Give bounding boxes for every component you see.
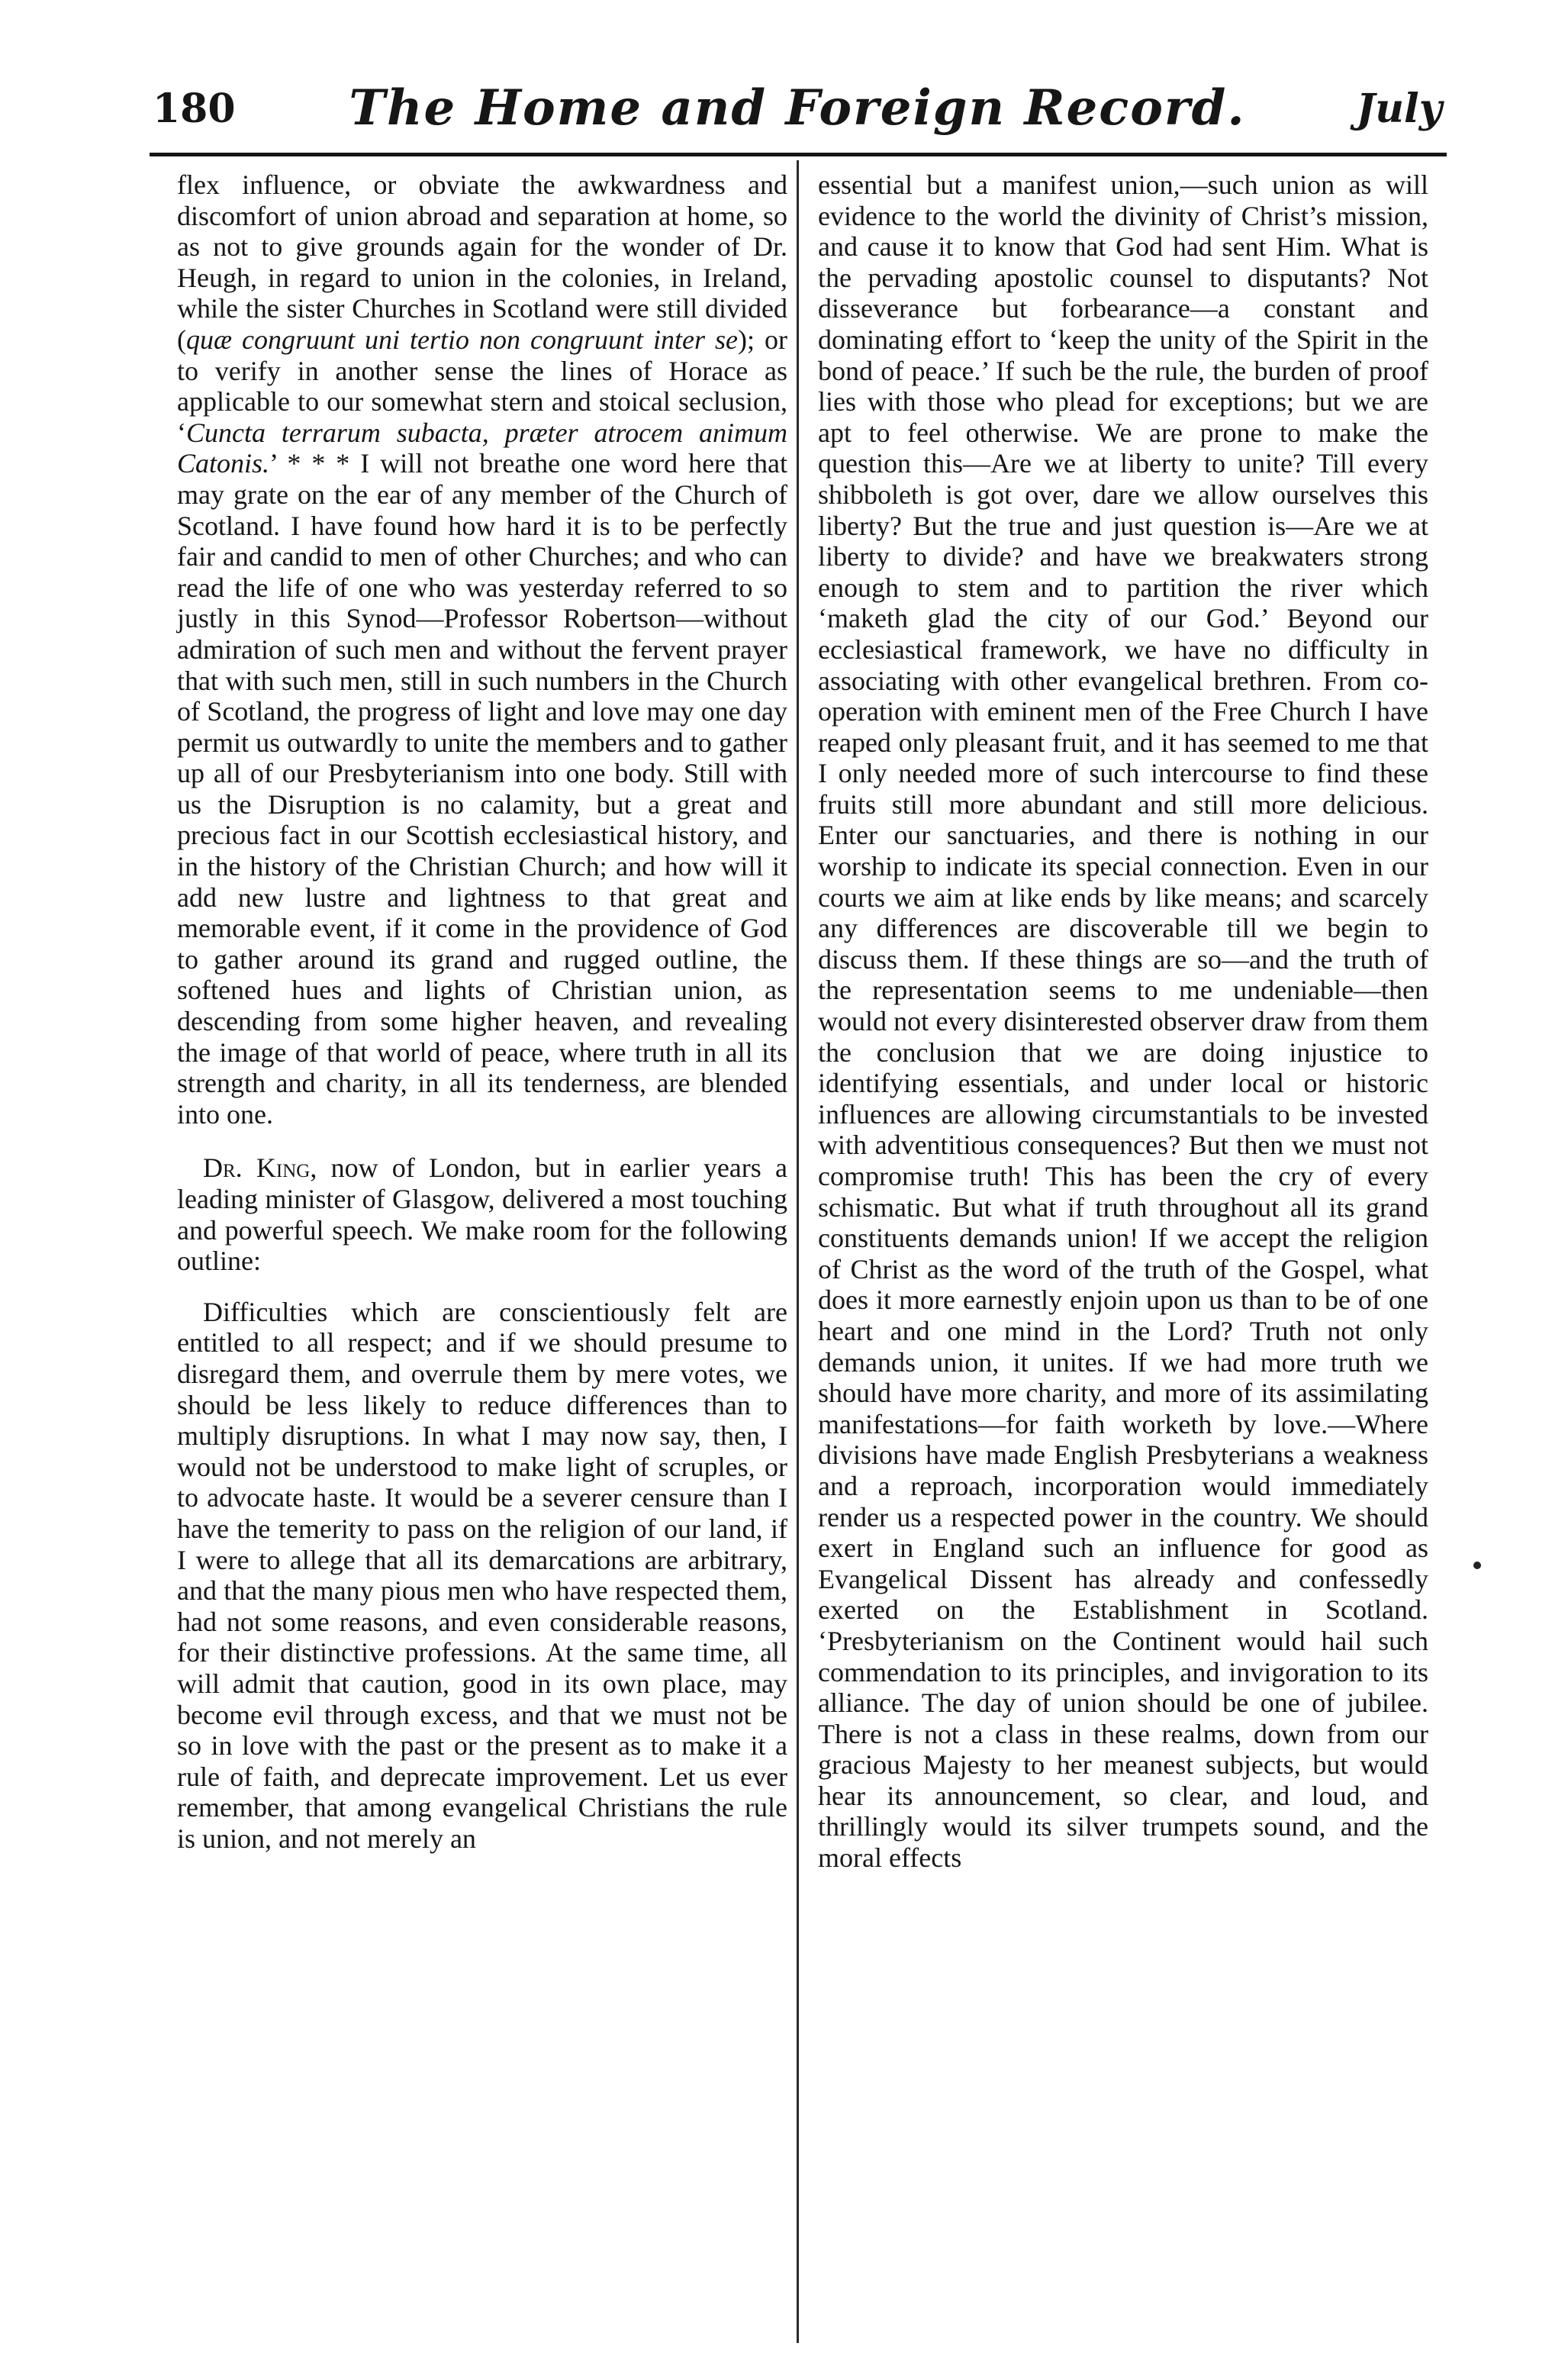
- text-run: ’ * * * I will not breathe one word here that may grate on the ear of any member of the Church of Scotland. I have found how hard it is to be perfectly fair and candid to men of other Churches; and who can read the life of one who was yesterday referred to so justly in this Synod—Professor Robertson—without admiration of such men and without the fervent prayer that with such men, still in such numbers in the Church of Scotland, the progress of light and love may one day permit us outwardly to unite the members and to gather up all of our Presbyterianism into one body. Still with us the Disruption is no calamity, but a great and precious fact in our Scottish ecclesiastical history, and in the history of the Christian Church; and how will it add new lustre and lightness to that great and memorable event, if it come in the providence of God to gather around its grand and rugged outline, the softened hues and lights of Christian union, as descending from some higher heaven, and revealing the image of that world of peace, where truth in all its strength and charity, in all its tenderness, are blended into one.: [177, 448, 787, 1130]
- left-paragraph-2: [177, 1152, 787, 1276]
- latin-quotation: quæ congruunt uni tertio non congruunt inter se: [186, 324, 739, 355]
- header-rule: [150, 153, 1447, 156]
- right-paragraph-1: essential but a manifest union,—such union as will evidence to the world the divinity of Christ’s mission, and cause it to know that God had sent Him. What is the pervading apostolic counsel to disputants? Not disseverance but forbearance—a constant and dominating effort to ‘keep the unity of the Spirit in the bond of peace.’ If such be the rule, the burden of proof lies with those who plead for exceptions; but we are apt to feel otherwise. We are prone to make the question this—Are we at liberty to unite? Till every shibboleth is got over, dare we allow ourselves this liberty? But the true and just question is—Are we at liberty to divide? and have we breakwaters strong enough to stem and to partition the river which ‘maketh glad the city of our God.’ Beyond our ecclesiastical framework, we have no difficulty in associating with other evangelical brethren. From co-operation with eminent men of the Free Church I have reaped only pleasant fruit, and it has seemed to me that I only needed more of such intercourse to find these fruits still more abundant and still more delicious. Enter our sanctuaries, and there is nothing in our worship to indicate its special connection. Even in our courts we aim at like ends by like means; and scarcely any differences are discoverable till we begin to discuss them. If these things are so—and the truth of the representation seems to me undeniable—then would not every disinterested observer draw from them the conclusion that we are doing injustice to identifying essentials, and under local or historic influences are allowing circumstantials to be invested with adventitious consequences? But then we must not compromise truth! This has been the cry of every schismatic. But what if truth throughout all its grand constituents demands union! If we accept the religion of Christ as the word of the truth of the Gospel, what does it more earnestly enjoin upon us than to be of one heart and one mind in the Lord? Truth not only demands union, it unites. If we had more truth we should have more charity, and more of its assimilating manifestations—for faith worketh by love.—Where divisions have made English Presbyterians a weakness and a reproach, incorporation would immediately render us a respected power in the country. We should exert in England such an influence for good as Evangelical Dissent has already and confessedly exerted on the Establishment in Scotland. ‘Presbyterianism on the Continent would hail such commendation to its principles, and invigoration to its alliance. The day of union should be one of jubilee. There is not a class in these realms, down from our gracious Majesty to her meanest subjects, but would hear its announcement, so clear, and loud, and thrillingly would its silver trumpets sound, and the moral effects: [818, 169, 1428, 1874]
- page-number: 180: [153, 85, 236, 132]
- text-run: flex influence, or obviate the awkwardness and discomfort of union abroad and separation at home, so as not to give grounds again for the wonder of Dr. Heugh, in regard to union in the colonies, in Ireland, while the sister Churches in Scotland were still divided (: [177, 169, 787, 355]
- publication-title: The Home and Foreign Record.: [349, 79, 1246, 137]
- column-separator: [797, 160, 799, 2343]
- text-run: ); or to verify in another sense the lines of Horace as applicable to our somewhat stern and stoical seclusion, ‘: [177, 324, 787, 448]
- issue-month: July: [1356, 85, 1442, 132]
- text-run: , now of London, but in earlier years a leading minister of Glasgow, delivered a most touching and powerful speech. We make room for the following outline:: [177, 1152, 787, 1277]
- running-header: [153, 79, 1442, 140]
- print-speck: [1473, 1562, 1481, 1569]
- speaker-name: Dr. King: [203, 1152, 311, 1184]
- right-column: [818, 169, 1428, 1874]
- left-column: [177, 169, 787, 1854]
- horace-quotation: Cuncta terrarum subacta, præter atrocem animum Catonis.: [177, 417, 787, 479]
- speech-paragraph: Difficulties which are conscientiously felt are entitled to all respect; and if we should presume to disregard them, and overrule them by mere votes, we should be less likely to reduce differences than to multiply disruptions. In what I may now say, then, I would not be understood to make light of scruples, or to advocate haste. It would be a severer censure than I have the temerity to pass on the religion of our land, if I were to allege that all its demarcations are arbitrary, and that the many pious men who have respected them, had not some reasons, and even considerable reasons, for their distinctive professions. At the same time, all will admit that caution, good in its own place, may become evil through excess, and that we must not be so in love with the past or the present as to make it a rule of faith, and deprecate improvement. Let us ever remember, that among evangelical Christians the rule is union, and not merely an: [177, 1296, 787, 1854]
- left-paragraph-1: [177, 169, 787, 1130]
